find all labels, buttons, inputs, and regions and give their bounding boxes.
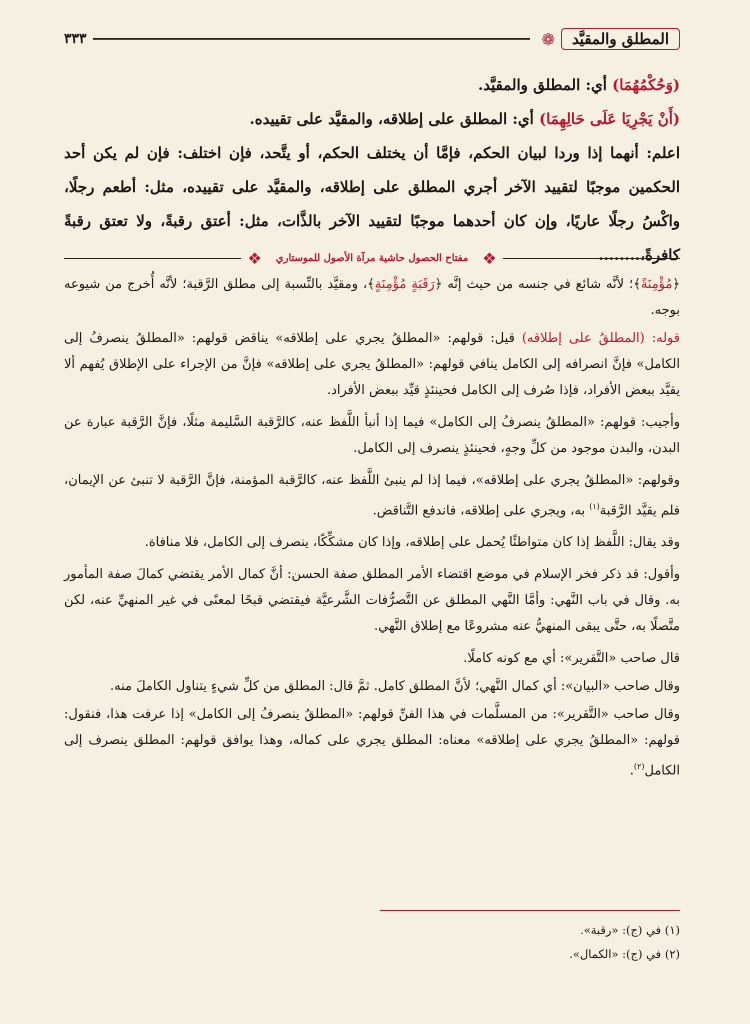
- chapter-title: المطلق والمقيَّد: [561, 28, 680, 50]
- footnote-ref-2[interactable]: (٢): [633, 762, 645, 772]
- matn-gloss-2: أي: المطلق على إطلاقه، والمقيَّد على تقييده.: [249, 110, 540, 128]
- quran-word-1: مُؤْمِنَةً: [640, 277, 673, 292]
- sharh-paragraph-1: [64, 272, 680, 324]
- divider-rule-left: [64, 258, 241, 259]
- qawluhu-heading: قوله: (المطلقُ على إطلاقه): [521, 331, 680, 346]
- divider-ornament-icon: ❖: [482, 248, 497, 268]
- sharh-paragraph-2: [64, 326, 680, 404]
- footnote-2: (٢) في (ج): «الكمال».: [569, 947, 680, 961]
- bracket-open: ﴿: [672, 277, 680, 292]
- sharh-text-1a: ﴾؛ لأنَّه شائع في جنسه من حيث إنَّه ﴿: [434, 277, 641, 292]
- divider-rule-right: [503, 258, 680, 259]
- divider-label: مفتاح الحصول حاشية مرآة الأصول للموستاري: [275, 252, 469, 264]
- quran-word-2: رَقَبَةٍ مُؤْمِنَةٍ: [374, 277, 435, 292]
- sharh-text-2: قيل: قولهم: «المطلقُ يجري على إطلاقه» يناقض قولهم: «المطلقُ ينصرفُ إلى الكامل» فإنَّ انصرافه إلى الكامل ينافي قولهم: «المطلقُ يجري على إطلاقه» فإنَّ من الإجراء على الإطلاق يُفهم ألا يقيَّد ببعض الأفراد، فإذا صُرف إلى الكامل فحينئذٍ قيِّد ببعض الأفراد.: [64, 331, 680, 398]
- header-rule: [93, 38, 530, 40]
- sharh-text-9: وقال صاحب «التَّقرير»: من المسلَّمات في هذا الفنِّ قولهم: «المطلقُ ينصرفُ إلى الكامل» إذا عرفت هذا، فنقول: قولهم: «المطلقُ يجري على إطلاقه» معناه: المطلق يجري على كماله، وهذا يوافق قولهم: المطلق ينصرف إلى الكامل: [64, 707, 680, 779]
- matn-line-1: [64, 68, 680, 102]
- divider-ornament-icon-2: ❖: [247, 248, 262, 268]
- sharh-paragraph-5: وقد يقال: اللَّفظ إذا كان متواطئًا يُحمل على إطلاقه، وإذا كان مشكِّكًا، ينصرف إلى الكامل، فلا منافاة.: [144, 535, 680, 551]
- matn-paragraph: اعلم: أنهما إذا وردا لبيان الحكم، فإمَّا أن يختلف الحكم، أو يتَّحد، فإن اختلف: فإن لم يكن أحد الحكمين موجبًا لتقييد الآخر أجري المطلق على إطلاقه، والمقيَّد على تقييده، مثل: أطعم رجلًا، واكْسُ رجلًا عاريًا، وإن كان أحدهما موجبًا لتقييد الآخر بالذَّات، مثل: أعتق رقبةً، ولا تعتق رقبةً كافرةً،........: [64, 144, 680, 264]
- sharh-text-4b: به، ويجري على إطلاقه، فاندفع التَّناقض.: [372, 503, 590, 519]
- footnote-ref-1[interactable]: (١): [589, 502, 600, 511]
- sharh-text-9b: .: [629, 763, 634, 779]
- section-divider: [64, 247, 680, 269]
- footnote-1: (١) في (ج): «رقبة».: [580, 923, 680, 937]
- sharh-paragraph-3: وأجيب: قولهم: «المطلقُ ينصرفُ إلى الكامل» فيما إذا أنبأ اللَّفظ عنه، كالرَّقبة السَّليمة مثلًا، فإنَّ الرَّقبة عبارة عن البدن، والبدن موجود من كلِّ وجهٍ، فحينئذٍ ينصرف إلى الكامل.: [64, 415, 680, 456]
- matn-section: [64, 68, 680, 272]
- footnotes: [64, 918, 680, 966]
- matn-line-2: [64, 102, 680, 136]
- sharh-text-1b: ﴾، ومقيَّد بالنِّسبة إلى مطلق الرَّقبة؛ لأنَّه أُخرج من شيوعه بوجه.: [64, 277, 680, 318]
- sharh-paragraph-8: وقال صاحب «البيان»: أي كمال النَّهي؛ لأنَّ المطلق كامل. ثمَّ قال: المطلق من كلِّ شيءٍ يتناول الكاملَ منه.: [109, 679, 680, 695]
- matn-gloss-1: أي: المطلق والمقيَّد.: [478, 76, 613, 94]
- footnote-rule: [380, 910, 680, 911]
- sharh-text-4: وقولهم: «المطلقُ يجري على إطلاقه»، فيما إذا لم ينبئ اللَّفظ عنه، كالرَّقبة المؤمنة، فإنَّ الرَّقبة لا تنبئ عن الإيمان، فلم يقيَّد الرَّقبة: [64, 473, 680, 519]
- sharh-paragraph-4: [64, 468, 680, 524]
- running-header: [64, 24, 680, 54]
- sharh-paragraph-9: [64, 702, 680, 784]
- ornament-icon: ❁: [541, 29, 555, 49]
- sharh-section: [64, 272, 680, 791]
- sharh-paragraph-6: وأقول: قد ذكر فخر الإسلام في موضع اقتضاء الأمر المطلق صفة الحسن: أنَّ كمال الأمر يقتضي كمالَ صفة المأمور به. وقال في باب النَّهي: وأمَّا النَّهي المطلق عن التَّصرُّفات الشَّرعيَّة فيقتضي قبحًا لمعنًى في غير المنهيِّ عنه، لكن متَّصلًا به، حتَّى يبقى المنهيُّ عنه مشروعًا مع إطلاق النَّهي.: [64, 567, 680, 635]
- sharh-paragraph-7: قال صاحب «التَّقرير»: أي مع كونه كاملًا.: [463, 651, 680, 667]
- page-number: ٣٣٣: [64, 31, 87, 47]
- matn-quote-2: (أَنْ يَجْرِيَا عَلَى حَالِهِمَا): [539, 110, 680, 128]
- matn-quote-1: (وَحُكْمُهُمَا): [612, 76, 680, 94]
